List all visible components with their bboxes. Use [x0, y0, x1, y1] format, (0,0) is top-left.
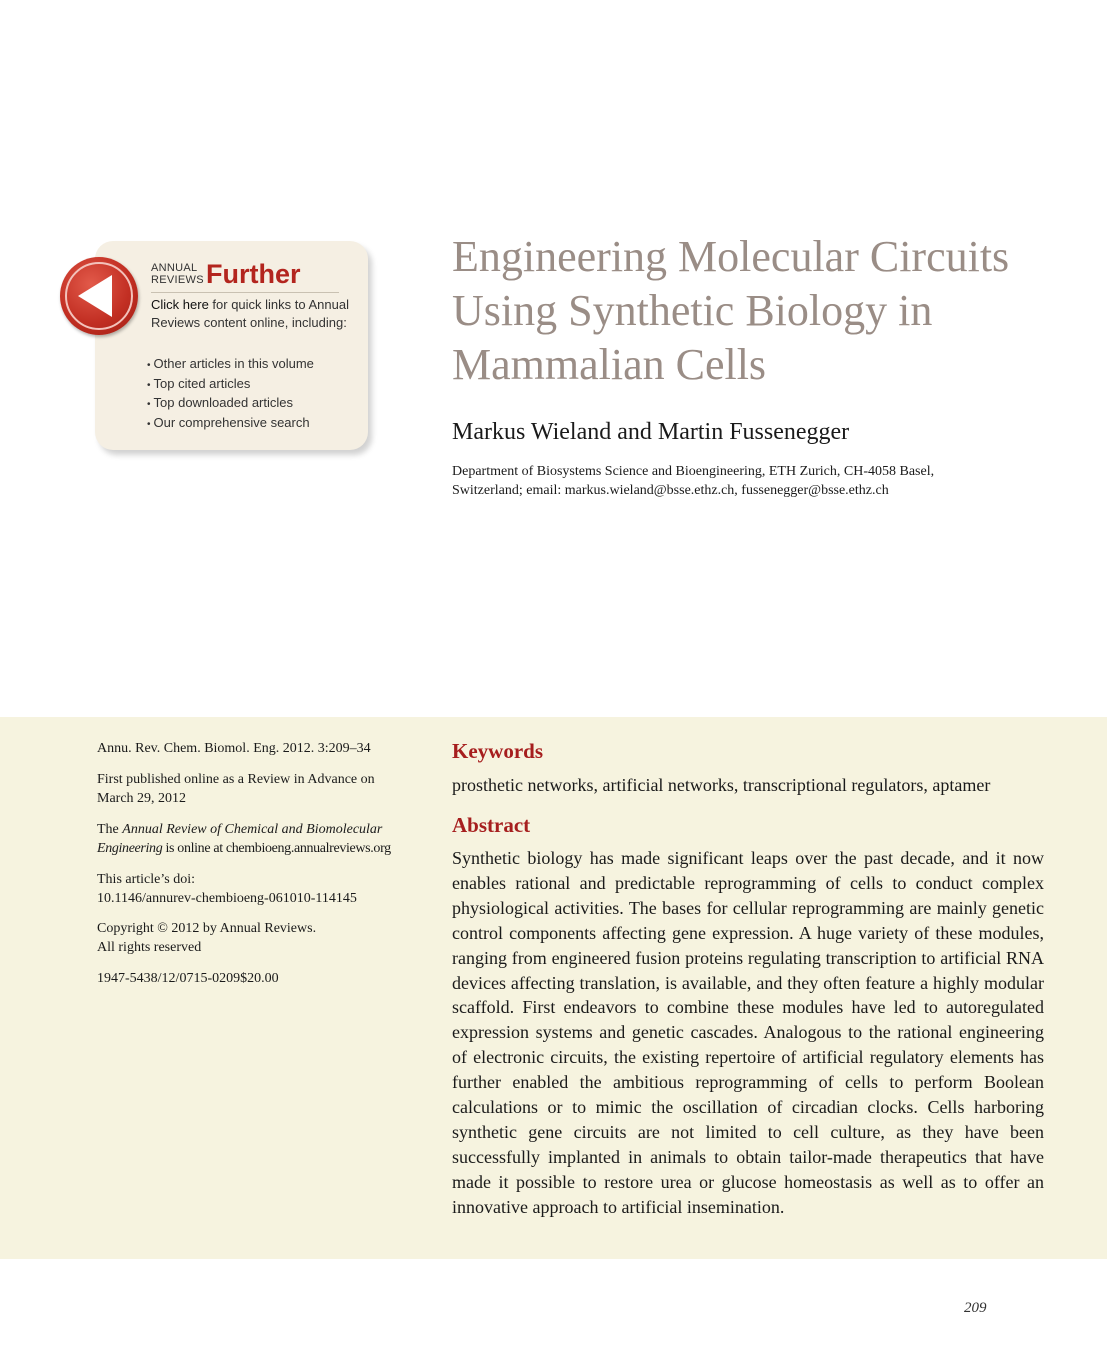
- further-link-item[interactable]: • Top downloaded articles: [147, 394, 314, 414]
- keywords-text: prosthetic networks, artificial networks, transcriptional regulators, aptamer: [452, 775, 991, 795]
- abstract-heading: Abstract: [452, 813, 531, 837]
- further-link-item[interactable]: • Our comprehensive search: [147, 414, 314, 434]
- further-link-item[interactable]: • Other articles in this volume: [147, 355, 314, 375]
- back-arrow-icon[interactable]: [60, 257, 138, 335]
- further-title: Further: [206, 259, 301, 289]
- keywords-heading: Keywords: [452, 739, 543, 763]
- citation: Annu. Rev. Chem. Biomol. Eng. 2012. 3:209–34: [97, 741, 371, 756]
- first-published: First published online as a Review in Advance on March 29, 2012: [97, 772, 375, 806]
- further-link-item[interactable]: • Top cited articles: [147, 375, 314, 395]
- abstract-text: Synthetic biology has made significant leaps over the past decade, and it now enables rational and predictable reprogramming of cells to conduct complex physiological activities. The bases for cellular reprogramming are mainly genetic control components affecting gene expression. A huge variety of these modules, ranging from engineered fusion proteins regulating transcription to artificial RNA devices affecting translation, is available, and they often feature a highly modular scaffold. First endeavors to combine these modules have led to autoregulated expression systems and genetic cascades. Analogous to the rational engineering of electronic circuits, the existing repertoire of artificial regulatory elements has further enabled the ambitious reprogramming of cells to perform Boolean calculations or to mimic the oscillation of circadian clocks. Cells harboring synthetic gene circuits are not limited to cell culture, as they have been successfully implanted in animals to obtain tailor-made therapeutics that have made it possible to restore urea or glucose homeostasis as well as to offer an innovative approach to artificial insemination.: [452, 848, 1044, 1217]
- journal-online: The Annual Review of Chemical and Biomolecular Engineering is online at chembioeng.annualreviews.org: [97, 822, 391, 856]
- author-affiliation: Department of Biosystems Science and Bioengineering, ETH Zurich, CH-4058 Basel, Switzerland; email: markus.wieland@bsse.ethz.ch, fussenegger@bsse.ethz.ch: [452, 464, 935, 498]
- further-links-list: [147, 355, 314, 433]
- click-here-link[interactable]: Click here: [151, 297, 209, 312]
- further-divider: [151, 292, 339, 293]
- copyright: Copyright © 2012 by Annual Reviews. All rights reserved: [97, 921, 317, 955]
- article-authors: Markus Wieland and Martin Fussenegger: [452, 419, 850, 445]
- article-title: Engineering Molecular Circuits Using Synthetic Biology in Mammalian Cells: [452, 232, 1010, 389]
- page-number: 209: [964, 1300, 987, 1316]
- further-description: Click here for quick links to Annual Reviews content online, including:: [151, 297, 349, 330]
- article-doi: This article’s doi: 10.1146/annurev-chembioeng-061010-114145: [97, 872, 357, 906]
- annual-reviews-logo: ANNUAL REVIEWS: [151, 262, 204, 286]
- issn: 1947-5438/12/0715-0209$20.00: [97, 971, 279, 986]
